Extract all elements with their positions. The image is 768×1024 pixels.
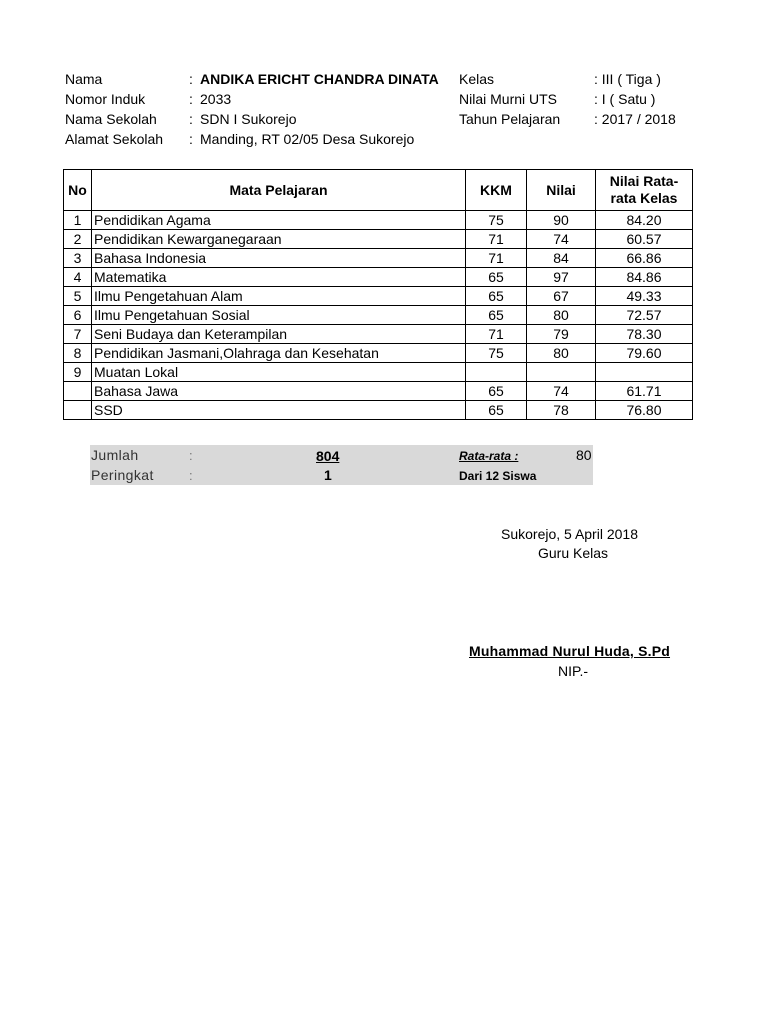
row-nilai: 90: [527, 211, 596, 230]
row-average: 49.33: [596, 287, 693, 306]
row-nilai: 74: [527, 382, 596, 401]
row-average: [596, 363, 693, 382]
row-average: 78.30: [596, 325, 693, 344]
row-nilai: 78: [527, 401, 596, 420]
row-kkm: 65: [466, 382, 527, 401]
table-row: [64, 325, 693, 344]
table-row: [64, 401, 693, 420]
row-nilai: 74: [527, 230, 596, 249]
tahun-pelajaran-value: : 2017 / 2018: [594, 111, 676, 127]
header-average-line2: rata Kelas: [610, 190, 678, 206]
row-nilai: 80: [527, 344, 596, 363]
place-date: Sukorejo, 5 April 2018: [501, 526, 638, 542]
row-no: 6: [64, 306, 92, 325]
nama-sekolah-value: SDN I Sukorejo: [200, 111, 297, 127]
jumlah-value: 804: [316, 448, 340, 464]
row-no: 1: [64, 211, 92, 230]
row-no: [64, 401, 92, 420]
row-nilai: [527, 363, 596, 382]
row-no: 9: [64, 363, 92, 382]
row-average: 60.57: [596, 230, 693, 249]
row-kkm: 75: [466, 211, 527, 230]
kelas-value: : III ( Tiga ): [594, 71, 661, 87]
row-kkm: 65: [466, 401, 527, 420]
row-no: 2: [64, 230, 92, 249]
row-kkm: 75: [466, 344, 527, 363]
row-no: 8: [64, 344, 92, 363]
row-subject: Ilmu Pengetahuan Sosial: [92, 306, 466, 325]
row-average: 72.57: [596, 306, 693, 325]
row-kkm: 65: [466, 306, 527, 325]
row-subject: Pendidikan Jasmani,Olahraga dan Kesehatan: [92, 344, 466, 363]
table-header-row: [64, 170, 693, 211]
row-subject: SSD: [92, 401, 466, 420]
name-colon: :: [189, 71, 193, 87]
table-row: [64, 306, 693, 325]
header-average-line1: Nilai Rata-: [609, 173, 679, 189]
peringkat-value: 1: [324, 467, 332, 483]
header-kkm: KKM: [466, 170, 527, 211]
peringkat-label: Peringkat: [91, 467, 154, 483]
table-row: [64, 268, 693, 287]
header-average: [596, 170, 693, 211]
row-no: [64, 382, 92, 401]
signature-nip: NIP.-: [558, 663, 589, 679]
row-no: 3: [64, 249, 92, 268]
nilai-murni-value: : I ( Satu ): [594, 91, 656, 107]
row-subject: Seni Budaya dan Keterampilan: [92, 325, 466, 344]
row-average: 84.86: [596, 268, 693, 287]
row-kkm: 71: [466, 249, 527, 268]
row-kkm: [466, 363, 527, 382]
row-average: 76.80: [596, 401, 693, 420]
row-nilai: 80: [527, 306, 596, 325]
dari-siswa-label: Dari 12 Siswa: [459, 469, 537, 483]
table-row: [64, 287, 693, 306]
row-kkm: 65: [466, 287, 527, 306]
nama-sekolah-colon: :: [189, 111, 193, 127]
row-average: 66.86: [596, 249, 693, 268]
header-nilai: Nilai: [527, 170, 596, 211]
student-name: ANDIKA ERICHT CHANDRA DINATA: [200, 71, 439, 87]
header-no: No: [64, 170, 92, 211]
row-no: 4: [64, 268, 92, 287]
nilai-murni-label: Nilai Murni UTS: [459, 91, 558, 107]
row-nilai: 97: [527, 268, 596, 287]
jumlah-label: Jumlah: [91, 447, 139, 463]
alamat-sekolah-value: Manding, RT 02/05 Desa Sukorejo: [200, 131, 415, 147]
rata-rata-label: Rata-rata :: [459, 449, 519, 463]
rata-rata-value: 80: [576, 447, 592, 463]
row-subject: Pendidikan Kewarganegaraan: [92, 230, 466, 249]
nama-sekolah-label: Nama Sekolah: [65, 111, 157, 127]
row-nilai: 67: [527, 287, 596, 306]
tahun-pelajaran-label: Tahun Pelajaran: [459, 111, 561, 127]
row-average: 84.20: [596, 211, 693, 230]
row-average: 61.71: [596, 382, 693, 401]
alamat-sekolah-label: Alamat Sekolah: [65, 131, 164, 147]
row-no: 5: [64, 287, 92, 306]
row-subject: Matematika: [92, 268, 466, 287]
nomor-induk-value: 2033: [200, 91, 232, 107]
peringkat-colon: :: [189, 468, 193, 483]
signature-name: Muhammad Nurul Huda, S.Pd: [469, 643, 671, 659]
row-subject: Bahasa Indonesia: [92, 249, 466, 268]
row-kkm: 71: [466, 230, 527, 249]
nomor-induk-colon: :: [189, 91, 193, 107]
alamat-sekolah-colon: :: [189, 131, 193, 147]
row-average: 79.60: [596, 344, 693, 363]
table-row: [64, 344, 693, 363]
table-row: [64, 230, 693, 249]
row-nilai: 79: [527, 325, 596, 344]
header-subject: Mata Pelajaran: [92, 170, 466, 211]
table-row: [64, 363, 693, 382]
table-row: [64, 382, 693, 401]
row-nilai: 84: [527, 249, 596, 268]
name-label: Nama: [65, 71, 103, 87]
row-kkm: 65: [466, 268, 527, 287]
jumlah-colon: :: [189, 448, 193, 463]
signature-role: Guru Kelas: [538, 545, 609, 561]
row-no: 7: [64, 325, 92, 344]
table-row: [64, 211, 693, 230]
row-subject: Ilmu Pengetahuan Alam: [92, 287, 466, 306]
kelas-label: Kelas: [459, 71, 495, 87]
table-row: [64, 249, 693, 268]
row-kkm: 71: [466, 325, 527, 344]
row-subject: Pendidikan Agama: [92, 211, 466, 230]
nomor-induk-label: Nomor Induk: [65, 91, 146, 107]
row-subject: Muatan Lokal: [92, 363, 466, 382]
row-subject: Bahasa Jawa: [92, 382, 466, 401]
grades-table: [63, 169, 693, 420]
